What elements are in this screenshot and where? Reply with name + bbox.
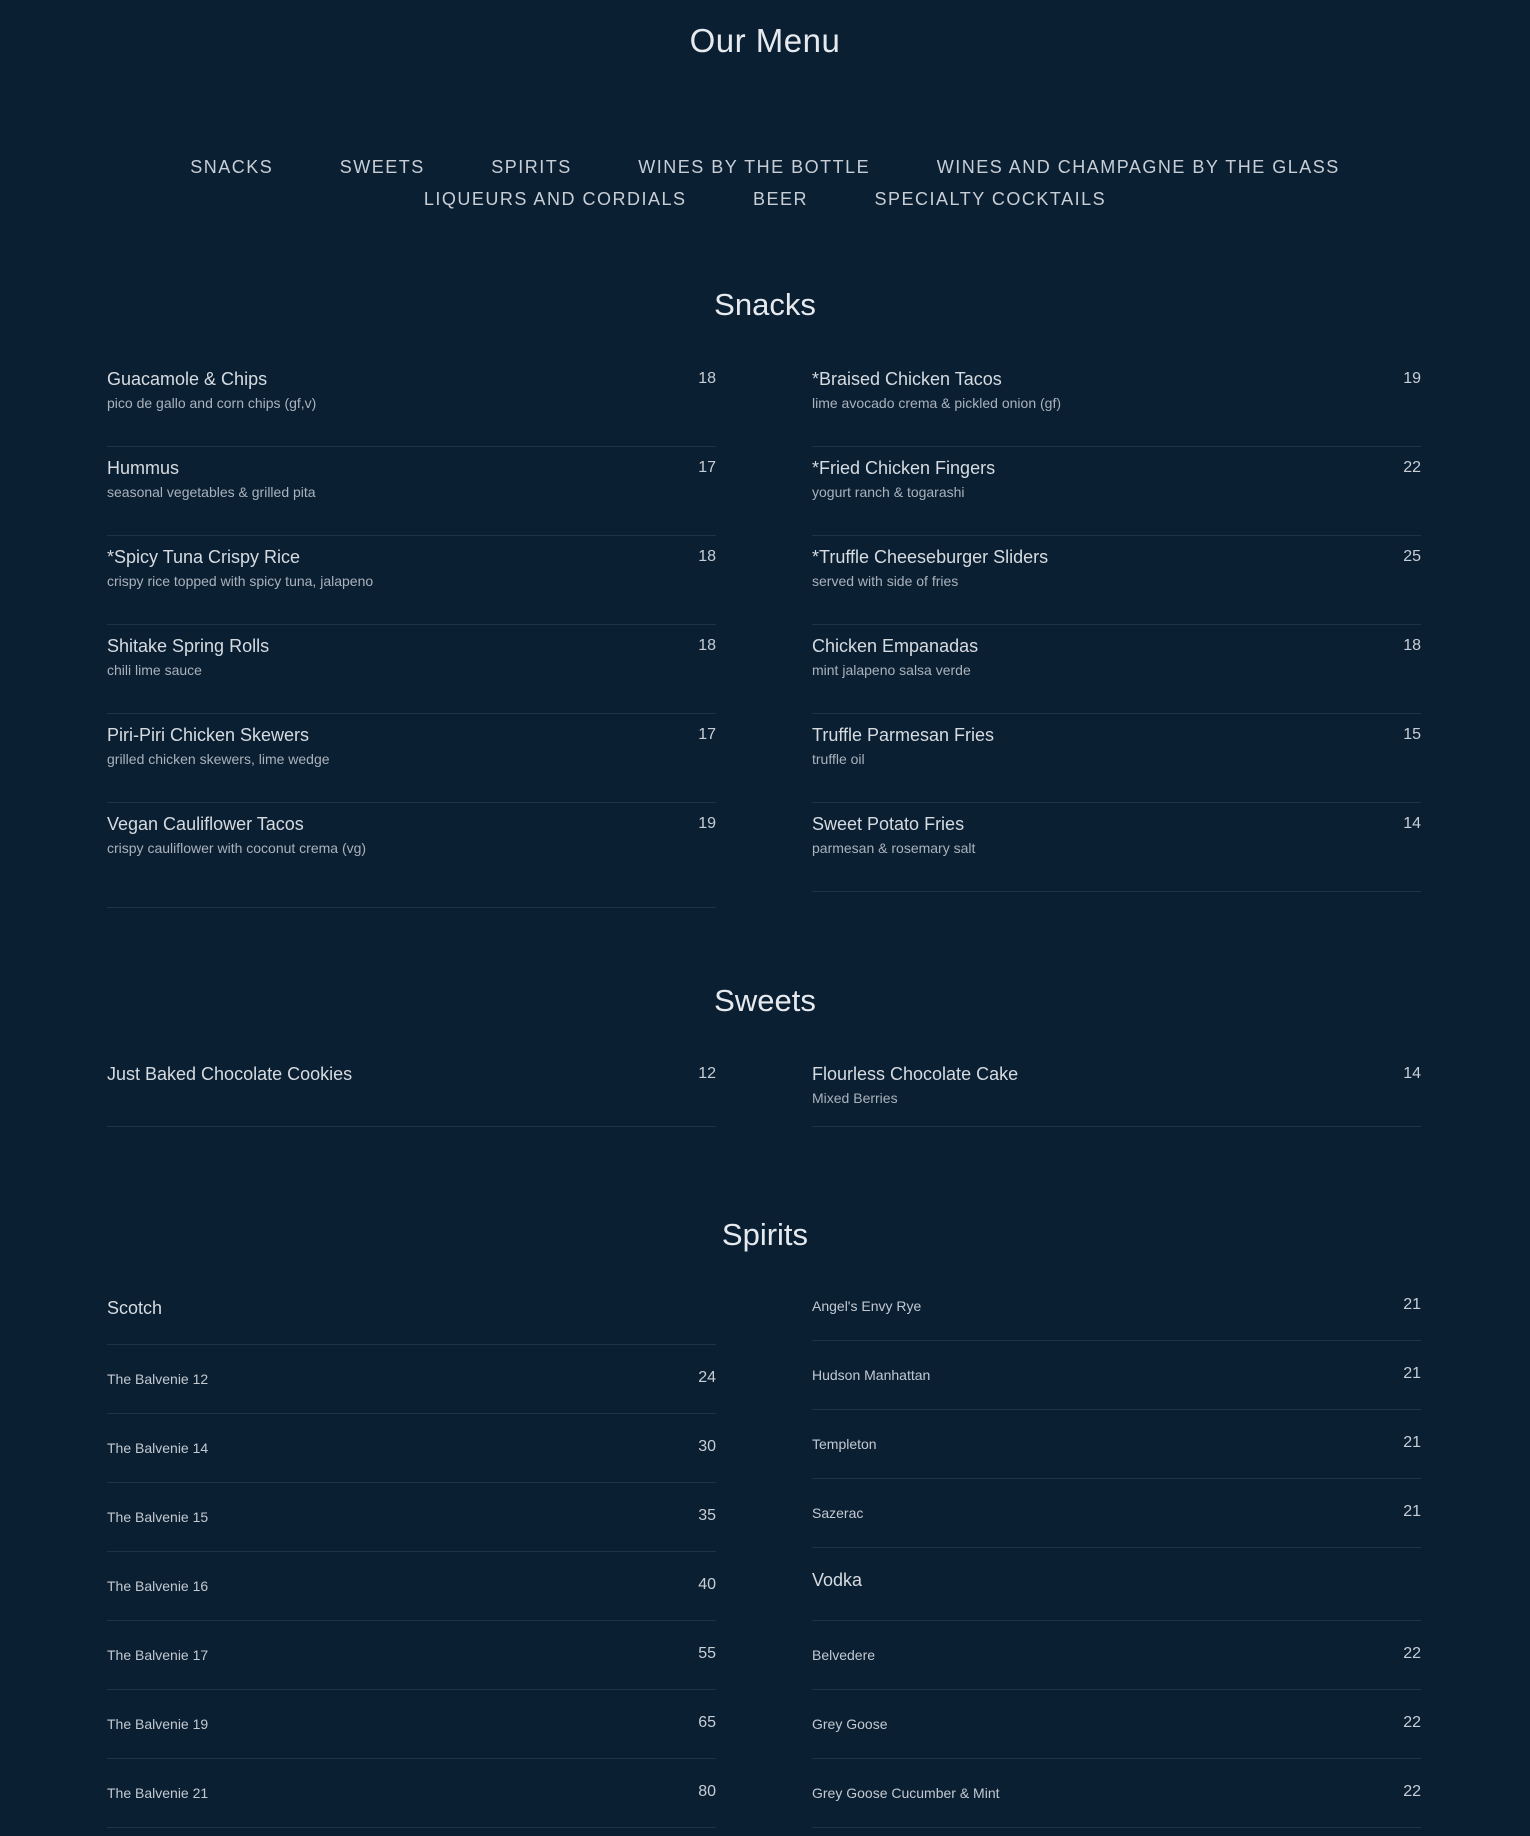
spirit-price: 30 xyxy=(698,1438,716,1455)
item-name: Sweet Potato Fries xyxy=(812,814,965,834)
menu-item xyxy=(107,625,716,714)
spirit-row xyxy=(812,1410,1421,1479)
nav-link-beer[interactable]: BEER xyxy=(752,189,809,209)
menu-item xyxy=(812,803,1421,892)
item-description: grilled chicken skewers, lime wedge xyxy=(107,751,330,767)
spirit-name: The Balvenie 12 xyxy=(107,1371,209,1387)
spirit-row xyxy=(107,1621,716,1690)
spirit-price: 24 xyxy=(698,1369,716,1386)
spirit-price: 55 xyxy=(698,1645,716,1662)
spirit-price: 21 xyxy=(1403,1296,1421,1313)
item-description: truffle oil xyxy=(812,751,865,767)
item-price: 25 xyxy=(1403,548,1421,565)
spirits-section-title: Spirits xyxy=(721,1217,809,1252)
spirit-price: 40 xyxy=(698,1576,716,1593)
item-name: Hummus xyxy=(107,458,180,478)
spirit-price: 80 xyxy=(698,1783,716,1800)
item-description: chili lime sauce xyxy=(107,662,202,678)
nav-link-wines-and-champagne-by-the-glass[interactable]: WINES AND CHAMPAGNE BY THE GLASS xyxy=(936,157,1340,177)
item-name: Chicken Empanadas xyxy=(812,636,979,656)
item-description: seasonal vegetables & grilled pita xyxy=(107,484,316,500)
spirit-row xyxy=(812,1759,1421,1828)
spirits-left-column xyxy=(107,1276,716,1828)
item-price: 18 xyxy=(698,548,716,565)
spirit-name: The Balvenie 14 xyxy=(107,1440,209,1456)
item-name: Just Baked Chocolate Cookies xyxy=(107,1064,353,1084)
item-description: crispy rice topped with spicy tuna, jalapeno xyxy=(107,573,374,589)
item-price: 22 xyxy=(1403,459,1421,476)
menu-item xyxy=(107,536,716,625)
item-name: Truffle Parmesan Fries xyxy=(812,725,995,745)
nav-link-wines-by-the-bottle[interactable]: WINES BY THE BOTTLE xyxy=(638,157,871,177)
item-name: Piri-Piri Chicken Skewers xyxy=(107,725,310,745)
menu-item xyxy=(107,447,716,536)
item-price: 19 xyxy=(1403,370,1421,387)
item-price: 18 xyxy=(698,370,716,387)
item-price: 14 xyxy=(1403,1065,1421,1082)
spirits-right-column xyxy=(812,1272,1421,1828)
menu-item xyxy=(812,625,1421,714)
spirit-row xyxy=(812,1341,1421,1410)
nav-link-snacks[interactable]: SNACKS xyxy=(190,157,274,177)
spirit-price: 35 xyxy=(698,1507,716,1524)
category-name: Scotch xyxy=(107,1298,163,1318)
nav-link-spirits[interactable]: SPIRITS xyxy=(491,157,572,177)
item-name: *Truffle Cheeseburger Sliders xyxy=(812,547,1049,567)
spirit-name: Belvedere xyxy=(812,1647,876,1663)
snacks-left-column xyxy=(107,358,716,908)
item-description: mint jalapeno salsa verde xyxy=(812,662,971,678)
item-name: Vegan Cauliflower Tacos xyxy=(107,814,304,834)
spirit-price: 21 xyxy=(1403,1365,1421,1382)
spirit-name: Hudson Manhattan xyxy=(812,1367,931,1383)
spirit-name: Sazerac xyxy=(812,1505,864,1521)
spirit-name: The Balvenie 21 xyxy=(107,1785,209,1801)
spirit-name: Grey Goose xyxy=(812,1716,888,1732)
item-description: lime avocado crema & pickled onion (gf) xyxy=(812,395,1062,411)
menu-item xyxy=(107,358,716,447)
item-price: 18 xyxy=(698,637,716,654)
item-price: 12 xyxy=(698,1065,716,1082)
item-description: pico de gallo and corn chips (gf,v) xyxy=(107,395,317,411)
menu-item xyxy=(812,358,1421,447)
spirit-name: The Balvenie 16 xyxy=(107,1578,209,1594)
spirit-row xyxy=(812,1479,1421,1548)
menu-item xyxy=(812,536,1421,625)
item-price: 17 xyxy=(698,459,716,476)
item-price: 17 xyxy=(698,726,716,743)
section-nav-row-2 xyxy=(0,189,1530,210)
item-description: yogurt ranch & togarashi xyxy=(812,484,965,500)
menu-item xyxy=(812,1053,1421,1127)
spirit-price: 22 xyxy=(1403,1645,1421,1662)
menu-item xyxy=(107,714,716,803)
spirit-row xyxy=(107,1690,716,1759)
item-name: Guacamole & Chips xyxy=(107,369,268,389)
item-name: Shitake Spring Rolls xyxy=(107,636,270,656)
spirit-name: The Balvenie 17 xyxy=(107,1647,209,1663)
spirit-row xyxy=(812,1690,1421,1759)
spirit-row xyxy=(812,1621,1421,1690)
menu-item xyxy=(107,803,716,908)
spirit-name: Templeton xyxy=(812,1436,877,1452)
spirit-row xyxy=(812,1272,1421,1341)
item-price: 14 xyxy=(1403,815,1421,832)
spirit-name: Grey Goose Cucumber & Mint xyxy=(812,1785,1000,1801)
spirit-price: 21 xyxy=(1403,1503,1421,1520)
item-description: crispy cauliflower with coconut crema (vg) xyxy=(107,840,367,856)
spirit-row xyxy=(107,1414,716,1483)
item-name: *Fried Chicken Fingers xyxy=(812,458,996,478)
spirit-row xyxy=(107,1483,716,1552)
section-nav-row-1 xyxy=(0,157,1530,178)
item-price: 19 xyxy=(698,815,716,832)
sweets-section-title: Sweets xyxy=(714,983,816,1018)
item-price: 18 xyxy=(1403,637,1421,654)
item-price: 15 xyxy=(1403,726,1421,743)
spirit-category-heading xyxy=(812,1548,1421,1621)
item-description: parmesan & rosemary salt xyxy=(812,840,976,856)
spirit-price: 65 xyxy=(698,1714,716,1731)
menu-item xyxy=(812,714,1421,803)
item-name: *Braised Chicken Tacos xyxy=(812,369,1002,389)
spirit-name: Angel's Envy Rye xyxy=(812,1298,922,1314)
spirit-price: 22 xyxy=(1403,1714,1421,1731)
item-description: served with side of fries xyxy=(812,573,959,589)
spirit-price: 21 xyxy=(1403,1434,1421,1451)
spirit-price: 22 xyxy=(1403,1783,1421,1800)
spirit-row xyxy=(107,1759,716,1828)
spirit-row xyxy=(107,1345,716,1414)
item-name: Flourless Chocolate Cake xyxy=(812,1064,1019,1084)
nav-link-liqueurs-and-cordials[interactable]: LIQUEURS AND CORDIALS xyxy=(423,189,687,209)
page-title: Our Menu xyxy=(689,22,841,59)
spirit-name: The Balvenie 19 xyxy=(107,1716,209,1732)
nav-link-specialty-cocktails[interactable]: SPECIALTY COCKTAILS xyxy=(874,189,1107,209)
sweets-left-column xyxy=(107,1053,716,1127)
snacks-right-column xyxy=(812,358,1421,892)
spirit-row xyxy=(107,1552,716,1621)
category-name: Vodka xyxy=(812,1570,863,1590)
spirit-category-heading xyxy=(107,1276,716,1345)
spirit-name: The Balvenie 15 xyxy=(107,1509,209,1525)
sweets-right-column xyxy=(812,1053,1421,1127)
menu-item xyxy=(812,447,1421,536)
item-name: *Spicy Tuna Crispy Rice xyxy=(107,547,301,567)
snacks-section-title: Snacks xyxy=(714,287,816,322)
menu-item xyxy=(107,1053,716,1127)
item-description: Mixed Berries xyxy=(812,1090,898,1106)
nav-link-sweets[interactable]: SWEETS xyxy=(339,157,425,177)
